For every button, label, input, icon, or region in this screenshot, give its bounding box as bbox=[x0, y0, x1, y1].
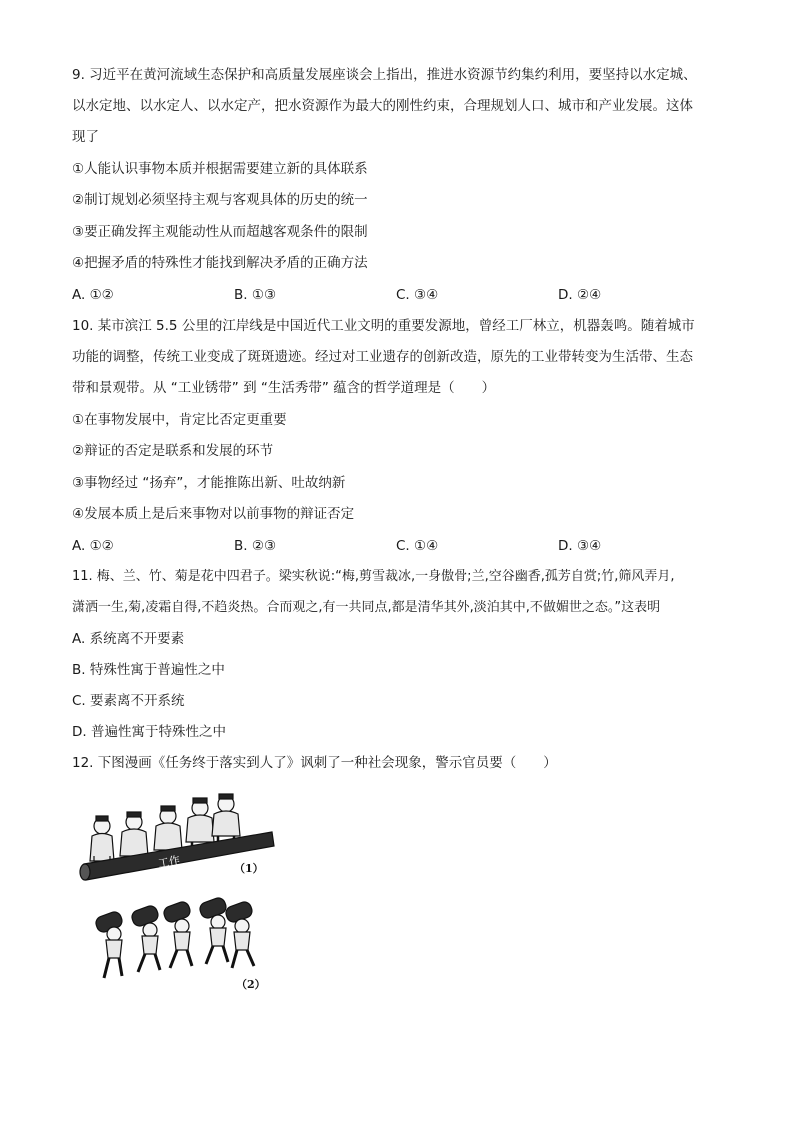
q9-item-3: ③要正确发挥主观能动性从而超越客观条件的限制 bbox=[72, 224, 368, 240]
q10-stem-line-1: 10. 某市滨江 5.5 公里的江岸线是中国近代工业文明的重要发源地，曾经工厂林立，机器轰鸣。随着城市 bbox=[72, 318, 695, 334]
panel-2-label: （2） bbox=[236, 978, 266, 991]
q11-option-c[interactable]: C. 要素离不开系统 bbox=[72, 693, 185, 709]
q9-option-c[interactable]: C. ③④ bbox=[396, 287, 439, 303]
q10-item-4: ④发展本质上是后来事物对以前事物的辩证否定 bbox=[72, 506, 355, 522]
q10-option-a[interactable]: A. ①② bbox=[72, 538, 114, 554]
q9-item-1: ①人能认识事物本质并根据需要建立新的具体联系 bbox=[72, 161, 368, 177]
q10-item-3: ③事物经过 “扬弃”，才能推陈出新、吐故纳新 bbox=[72, 475, 346, 491]
q10-option-b[interactable]: B. ②③ bbox=[234, 538, 277, 554]
comic-panel-2 bbox=[94, 896, 254, 978]
panel-1-label: （1） bbox=[234, 862, 264, 875]
q9-item-2: ②制订规划必须坚持主观与客观具体的历史的统一 bbox=[72, 192, 368, 208]
pipe-label: 工作 bbox=[157, 853, 182, 871]
q9-option-d[interactable]: D. ②④ bbox=[558, 287, 602, 303]
q10-stem-line-3: 带和景观带。从 “工业锈带” 到 “生活秀带” 蕴含的哲学道理是（ ） bbox=[72, 380, 496, 396]
q9-item-4: ④把握矛盾的特殊性才能找到解决矛盾的正确方法 bbox=[72, 255, 368, 271]
q11-option-a[interactable]: A. 系统离不开要素 bbox=[72, 631, 185, 647]
q9-option-a[interactable]: A. ①② bbox=[72, 287, 114, 303]
q10-option-c[interactable]: C. ①④ bbox=[396, 538, 439, 554]
q9-stem-line-1: 9. 习近平在黄河流域生态保护和高质量发展座谈会上指出，推进水资源节约集约利用，要坚持以水定城、 bbox=[72, 67, 697, 83]
q12-stem: 12. 下图漫画《任务终于落实到人了》讽刺了一种社会现象，警示官员要（ ） bbox=[72, 755, 557, 771]
q11-stem-line-2: 潇洒一生,菊,凌霜自得,不趋炎热。合而观之,有一共同点,都是清华其外,淡泊其中,不做媚世之态。”这表明 bbox=[72, 600, 661, 615]
q9-option-b[interactable]: B. ①③ bbox=[234, 287, 277, 303]
q9-stem-line-2: 以水定地、以水定人、以水定产，把水资源作为最大的刚性约束，合理规划人口、城市和产业发展。这体 bbox=[72, 98, 693, 114]
q10-stem-line-2: 功能的调整，传统工业变成了斑斑遗迹。经过对工业遗存的创新改造，原先的工业带转变为生活带、生态 bbox=[72, 349, 693, 365]
q11-option-b[interactable]: B. 特殊性寓于普遍性之中 bbox=[72, 662, 225, 678]
q10-item-1: ①在事物发展中，肯定比否定更重要 bbox=[72, 412, 287, 428]
comic-illustration bbox=[76, 786, 276, 996]
q11-option-d[interactable]: D. 普遍性寓于特殊性之中 bbox=[72, 724, 226, 740]
q10-option-d[interactable]: D. ③④ bbox=[558, 538, 602, 554]
carrying-figures bbox=[94, 896, 254, 978]
q11-stem-line-1: 11. 梅、兰、竹、菊是花中四君子。梁实秋说:“梅,剪雪裁冰,一身傲骨;兰,空谷幽香,孤芳自赏;竹,筛风弄月, bbox=[72, 569, 675, 584]
q10-item-2: ②辩证的否定是联系和发展的环节 bbox=[72, 443, 274, 459]
q9-stem-line-3: 现了 bbox=[72, 129, 99, 145]
